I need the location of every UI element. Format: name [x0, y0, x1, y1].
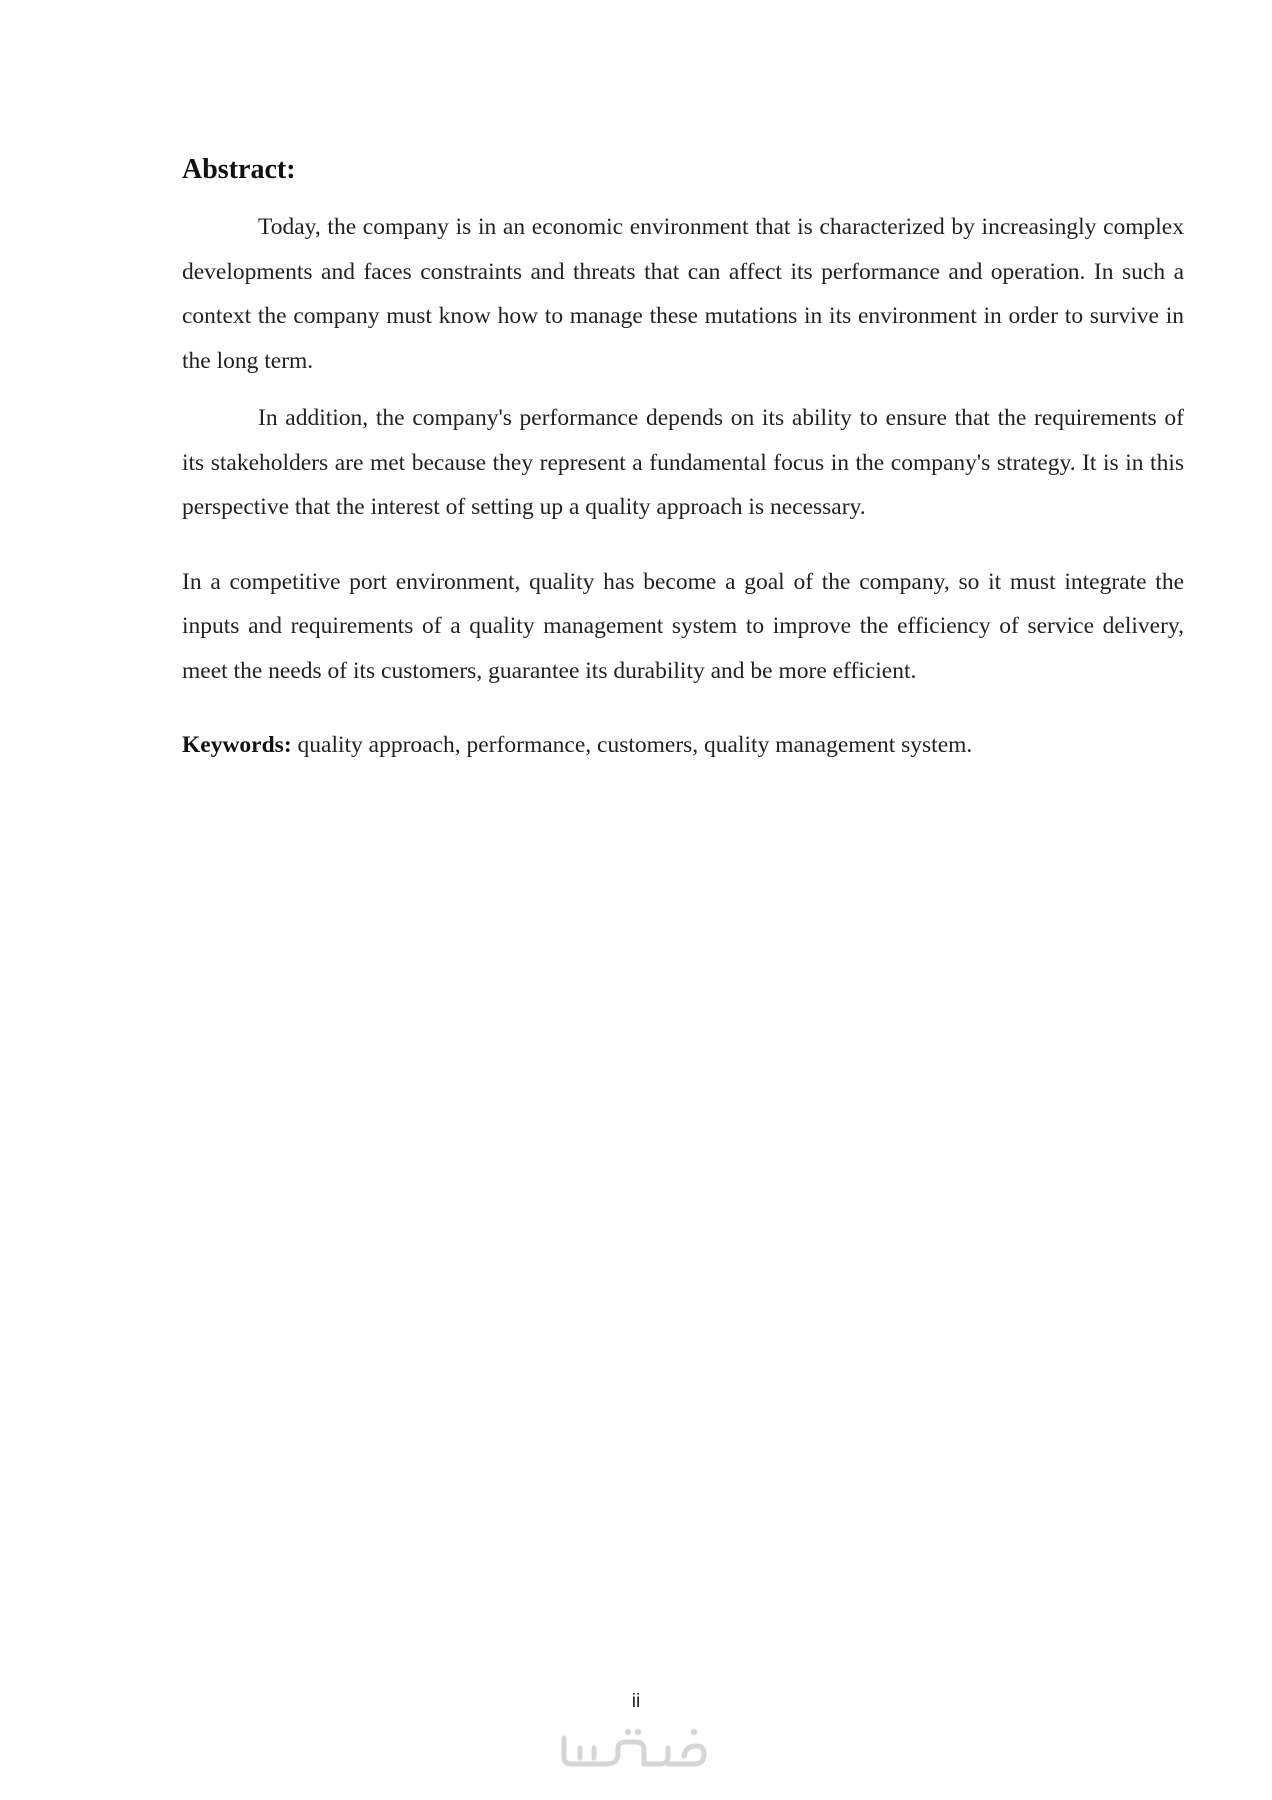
abstract-heading: Abstract: — [182, 154, 296, 185]
watermark-logo — [0, 1724, 1272, 1775]
abstract-section — [182, 152, 1184, 768]
watermark-logo-icon — [556, 1724, 716, 1770]
keywords-text: quality approach, performance, customers, quality management system. — [291, 732, 973, 758]
abstract-paragraph-1: Today, the company is in an economic environment that is characterized by increasingly complex developments and faces constraints and threats that can affect its performance and operation. In such a context the company must know how to manage these mutations in its environment in order to survive in the long term. — [182, 214, 1184, 374]
abstract-paragraph-2: In addition, the company's performance depends on its ability to ensure that the requirements of its stakeholders are met because they represent a fundamental focus in the company's strategy. It is in this perspective that the interest of setting up a quality approach is necessary. — [182, 405, 1184, 520]
keywords-line — [182, 723, 1184, 768]
keywords-label: Keywords: — [182, 732, 292, 758]
abstract-paragraph-3: In a competitive port environment, quality has become a goal of the company, so it must integrate the inputs and requirements of a quality management system to improve the efficiency of service delivery, meet the needs of its customers, guarantee its durability and be more efficient. — [182, 568, 1184, 684]
page-number: ii — [631, 1691, 641, 1712]
